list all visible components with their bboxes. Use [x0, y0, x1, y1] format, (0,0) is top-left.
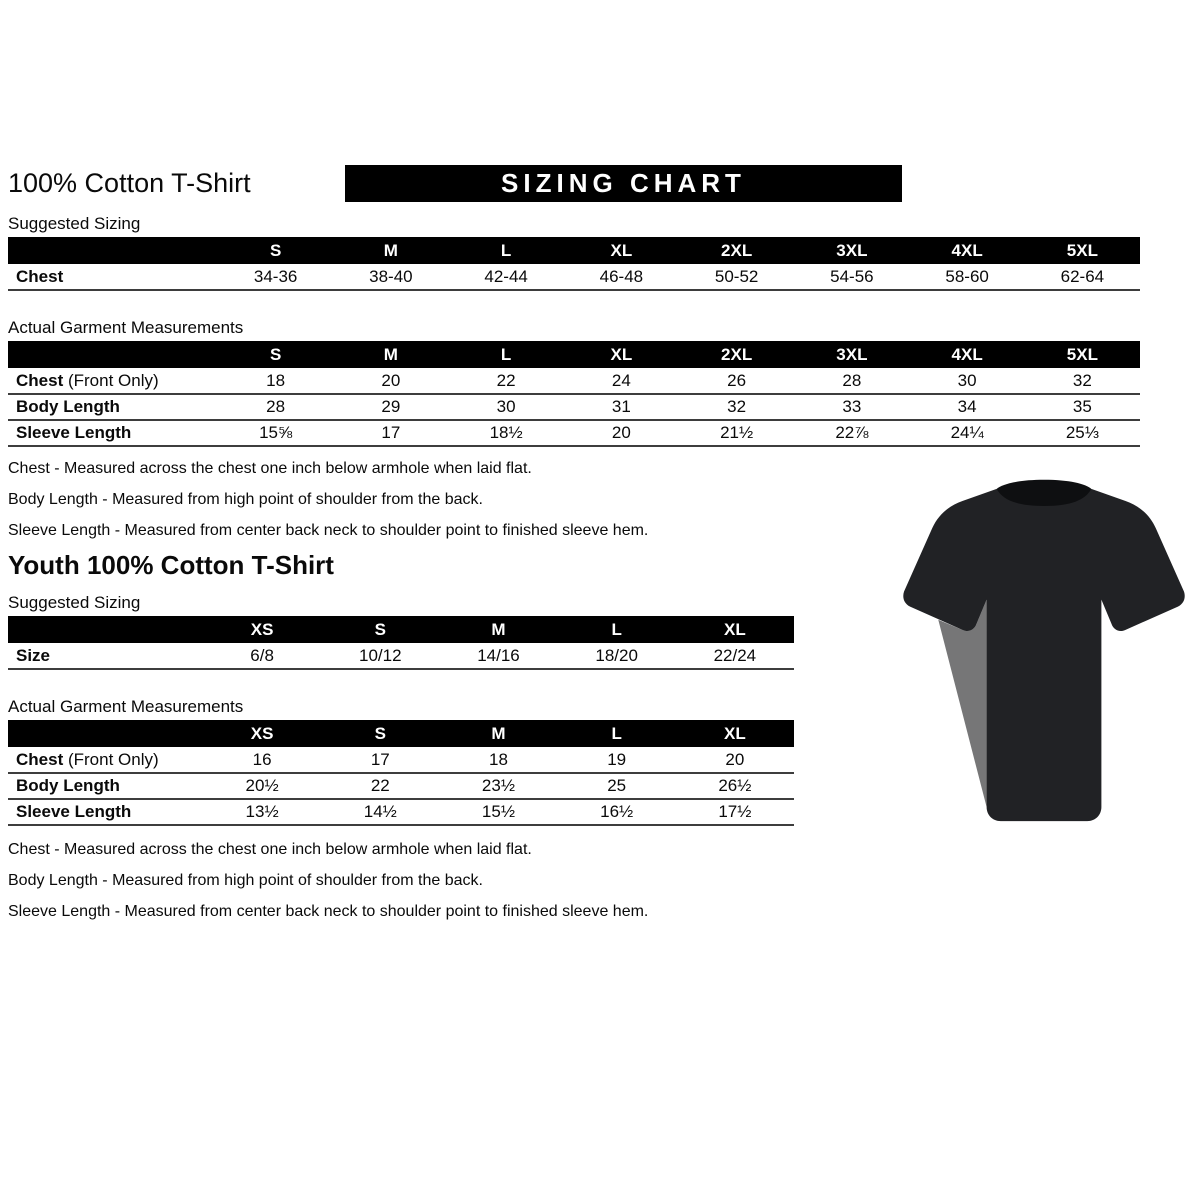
size-column-header: XS — [203, 616, 321, 643]
row-label: Sleeve Length — [8, 420, 218, 446]
measurement-cell: 28 — [218, 394, 333, 420]
measurement-cell: 20 — [333, 368, 448, 394]
table-row — [8, 368, 1140, 394]
measurement-cell: 24 — [564, 368, 679, 394]
note-line: Chest - Measured across the chest one inch below armhole when laid flat. — [8, 460, 532, 477]
measurement-cell: 25 — [558, 773, 676, 799]
size-column-header: 3XL — [794, 341, 909, 368]
measurement-cell: 20 — [564, 420, 679, 446]
size-column-header: XL — [676, 720, 794, 747]
size-column-header: S — [218, 341, 333, 368]
row-label: Body Length — [8, 394, 218, 420]
note-line: Body Length - Measured from high point of shoulder from the back. — [8, 872, 483, 889]
table-row — [8, 264, 1140, 290]
size-column-header: S — [218, 237, 333, 264]
measurement-cell: 13½ — [203, 799, 321, 825]
measurement-cell: 14/16 — [439, 643, 557, 669]
measurement-cell: 20½ — [203, 773, 321, 799]
measurement-cell: 26 — [679, 368, 794, 394]
corner-cell — [8, 341, 218, 368]
measurement-cell: 20 — [676, 747, 794, 773]
measurement-cell: 29 — [333, 394, 448, 420]
measurement-cell: 30 — [449, 394, 564, 420]
note-line: Body Length - Measured from high point of shoulder from the back. — [8, 491, 483, 508]
measurement-cell: 18 — [218, 368, 333, 394]
measurement-cell: 17½ — [676, 799, 794, 825]
measurement-cell: 34-36 — [218, 264, 333, 290]
measurement-cell: 18/20 — [558, 643, 676, 669]
size-column-header: 5XL — [1025, 237, 1140, 264]
table-header-row — [8, 616, 794, 643]
measurement-cell: 15½ — [439, 799, 557, 825]
table-row — [8, 773, 794, 799]
size-column-header: M — [439, 720, 557, 747]
measurement-cell: 28 — [794, 368, 909, 394]
header-row — [8, 164, 1200, 202]
measurement-cell: 17 — [321, 747, 439, 773]
measurement-cell: 24¼ — [910, 420, 1025, 446]
adult-actual-measurements-table — [8, 341, 1140, 447]
tshirt-body — [903, 489, 1184, 821]
table-header-row — [8, 341, 1140, 368]
size-column-header: 2XL — [679, 341, 794, 368]
measurement-cell: 32 — [1025, 368, 1140, 394]
measurement-cell: 22 — [449, 368, 564, 394]
youth-actual-measurements-table — [8, 720, 794, 826]
measurement-cell: 31 — [564, 394, 679, 420]
measurement-cell: 19 — [558, 747, 676, 773]
corner-cell — [8, 720, 203, 747]
size-column-header: XL — [676, 616, 794, 643]
measurement-cell: 14½ — [321, 799, 439, 825]
row-label: Sleeve Length — [8, 799, 203, 825]
table-row — [8, 420, 1140, 446]
table-row — [8, 643, 794, 669]
measurement-cell: 30 — [910, 368, 1025, 394]
measurement-cell: 18 — [439, 747, 557, 773]
measurement-cell: 32 — [679, 394, 794, 420]
size-column-header: 5XL — [1025, 341, 1140, 368]
measurement-cell: 54-56 — [794, 264, 909, 290]
note-line: Chest - Measured across the chest one inch below armhole when laid flat. — [8, 841, 532, 858]
table-header-row — [8, 237, 1140, 264]
corner-cell — [8, 237, 218, 264]
size-column-header: S — [321, 720, 439, 747]
size-column-header: 2XL — [679, 237, 794, 264]
size-column-header: L — [449, 341, 564, 368]
measurement-cell: 22⅞ — [794, 420, 909, 446]
size-column-header: S — [321, 616, 439, 643]
adult-actual-measurements-label: Actual Garment Measurements — [8, 318, 244, 337]
measurement-cell: 10/12 — [321, 643, 439, 669]
measurement-cell: 16½ — [558, 799, 676, 825]
size-column-header: L — [449, 237, 564, 264]
measurement-cell: 6/8 — [203, 643, 321, 669]
size-column-header: M — [333, 237, 448, 264]
measurement-cell: 16 — [203, 747, 321, 773]
size-column-header: 3XL — [794, 237, 909, 264]
measurement-cell: 35 — [1025, 394, 1140, 420]
note-line: Sleeve Length - Measured from center back neck to shoulder point to finished sleeve hem. — [8, 903, 649, 920]
row-label: Chest (Front Only) — [8, 747, 203, 773]
adult-suggested-sizing-label: Suggested Sizing — [8, 214, 141, 233]
measurement-cell: 17 — [333, 420, 448, 446]
size-column-header: M — [439, 616, 557, 643]
size-column-header: XS — [203, 720, 321, 747]
adult-section-title: 100% Cotton T-Shirt — [8, 167, 251, 198]
corner-cell — [8, 616, 203, 643]
size-column-header: 4XL — [910, 341, 1025, 368]
row-label: Body Length — [8, 773, 203, 799]
measurement-cell: 15⅝ — [218, 420, 333, 446]
size-column-header: 4XL — [910, 237, 1025, 264]
measurement-cell: 38-40 — [333, 264, 448, 290]
measurement-cell: 46-48 — [564, 264, 679, 290]
size-column-header: L — [558, 616, 676, 643]
youth-actual-measurements-label: Actual Garment Measurements — [8, 697, 244, 716]
measurement-cell: 22/24 — [676, 643, 794, 669]
note-line: Sleeve Length - Measured from center back neck to shoulder point to finished sleeve hem. — [8, 522, 649, 539]
size-column-header: M — [333, 341, 448, 368]
measurement-cell: 26½ — [676, 773, 794, 799]
youth-suggested-sizing-table — [8, 616, 794, 670]
size-column-header: XL — [564, 341, 679, 368]
table-header-row — [8, 720, 794, 747]
measurement-cell: 21½ — [679, 420, 794, 446]
measurement-cell: 33 — [794, 394, 909, 420]
table-row — [8, 799, 794, 825]
youth-measurement-notes — [8, 834, 1200, 927]
measurement-cell: 18½ — [449, 420, 564, 446]
measurement-cell: 22 — [321, 773, 439, 799]
row-label: Size — [8, 643, 203, 669]
measurement-cell: 62-64 — [1025, 264, 1140, 290]
table-row — [8, 394, 1140, 420]
size-column-header: L — [558, 720, 676, 747]
measurement-cell: 58-60 — [910, 264, 1025, 290]
measurement-cell: 34 — [910, 394, 1025, 420]
table-row — [8, 747, 794, 773]
sizing-chart-banner: SIZING CHART — [345, 165, 902, 202]
tshirt-shade-left — [938, 600, 986, 807]
measurement-cell: 50-52 — [679, 264, 794, 290]
black-tshirt-image — [898, 472, 1190, 840]
row-label: Chest (Front Only) — [8, 368, 218, 394]
youth-section-title: Youth 100% Cotton T-Shirt — [8, 550, 334, 580]
size-column-header: XL — [564, 237, 679, 264]
measurement-cell: 23½ — [439, 773, 557, 799]
measurement-cell: 42-44 — [449, 264, 564, 290]
measurement-cell: 25⅓ — [1025, 420, 1140, 446]
row-label: Chest — [8, 264, 218, 290]
adult-suggested-sizing-table — [8, 237, 1140, 291]
youth-suggested-sizing-label: Suggested Sizing — [8, 593, 141, 612]
